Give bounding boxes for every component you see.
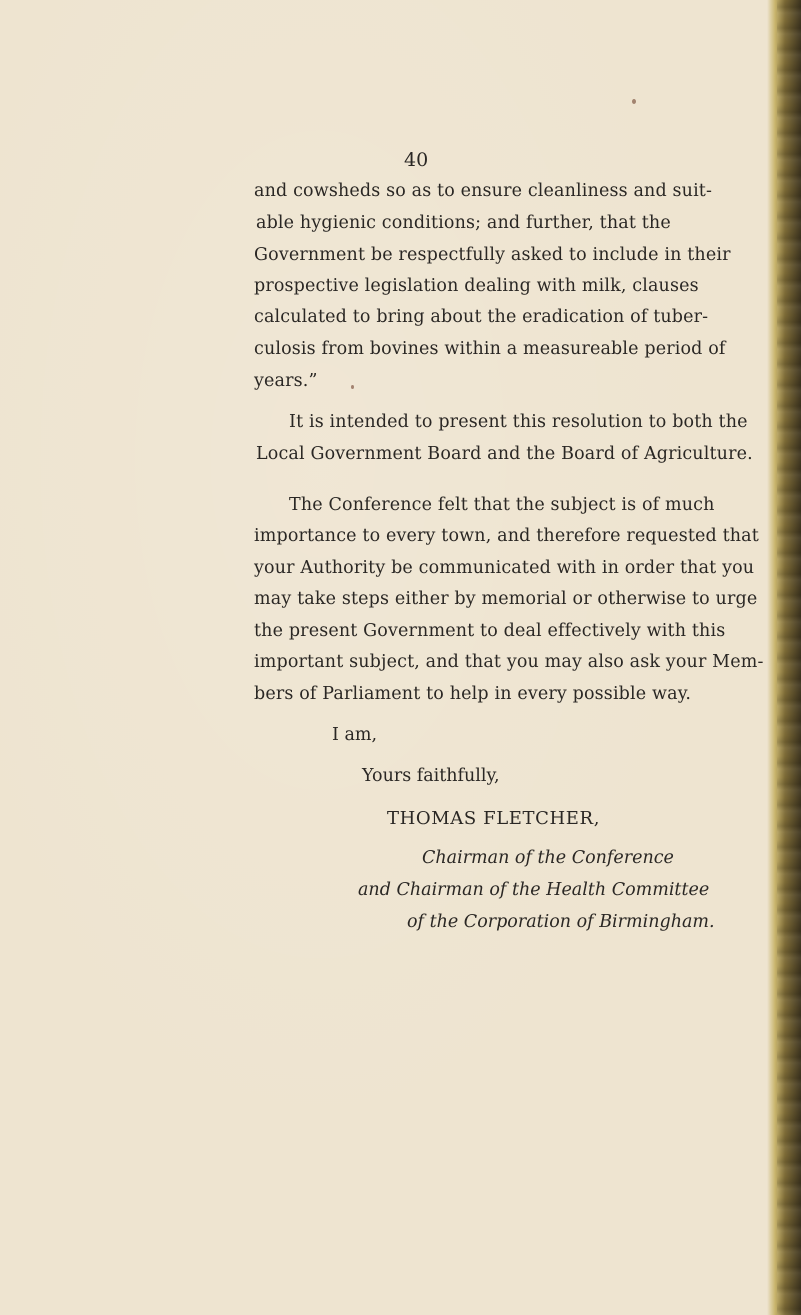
paragraph-3-line-7: bers of Parliament to help in every possible way. [254,684,692,704]
signatory-name: THOMAS FLETCHER, [387,808,601,829]
ink-speck [632,99,636,104]
ink-speck [351,385,354,389]
paragraph-1-line-2: able hygienic conditions; and further, that the [256,213,671,233]
page-number: 40 [404,149,429,171]
closing-valediction: Yours faithfully, [362,766,500,786]
paragraph-3-line-5: the present Government to deal effectively with this [254,621,726,641]
paragraph-1-line-4: prospective legislation dealing with milk, clauses [254,276,699,296]
closing-greeting: I am, [332,725,378,745]
paragraph-2-line-2: Local Government Board and the Board of Agriculture. [256,444,753,464]
signatory-title-3: of the Corporation of Birmingham. [407,912,715,932]
paragraph-3-line-6: important subject, and that you may also ask your Mem- [254,652,764,672]
paragraph-1-line-5: calculated to bring about the eradication of tuber- [254,307,709,327]
paragraph-1-line-7: years.” [254,371,318,391]
signatory-title-1: Chairman of the Conference [422,848,674,868]
paragraph-2-line-1: It is intended to present this resolution to both the [289,412,748,432]
signatory-title-2: and Chairman of the Health Committee [358,880,710,900]
paragraph-1-line-6: culosis from bovines within a measureable period of [254,339,726,359]
paragraph-1-line-3: Government be respectfully asked to include in their [254,245,731,265]
paragraph-3-line-2: importance to every town, and therefore requested that [254,526,759,546]
paragraph-3-line-4: may take steps either by memorial or otherwise to urge [254,589,758,609]
paragraph-3-line-3: your Authority be communicated with in order that you [254,558,755,578]
paragraph-3-line-1: The Conference felt that the subject is of much [289,495,715,515]
book-binding-edge [767,0,801,1315]
paragraph-1-line-1: and cowsheds so as to ensure cleanliness and suit- [254,181,713,201]
